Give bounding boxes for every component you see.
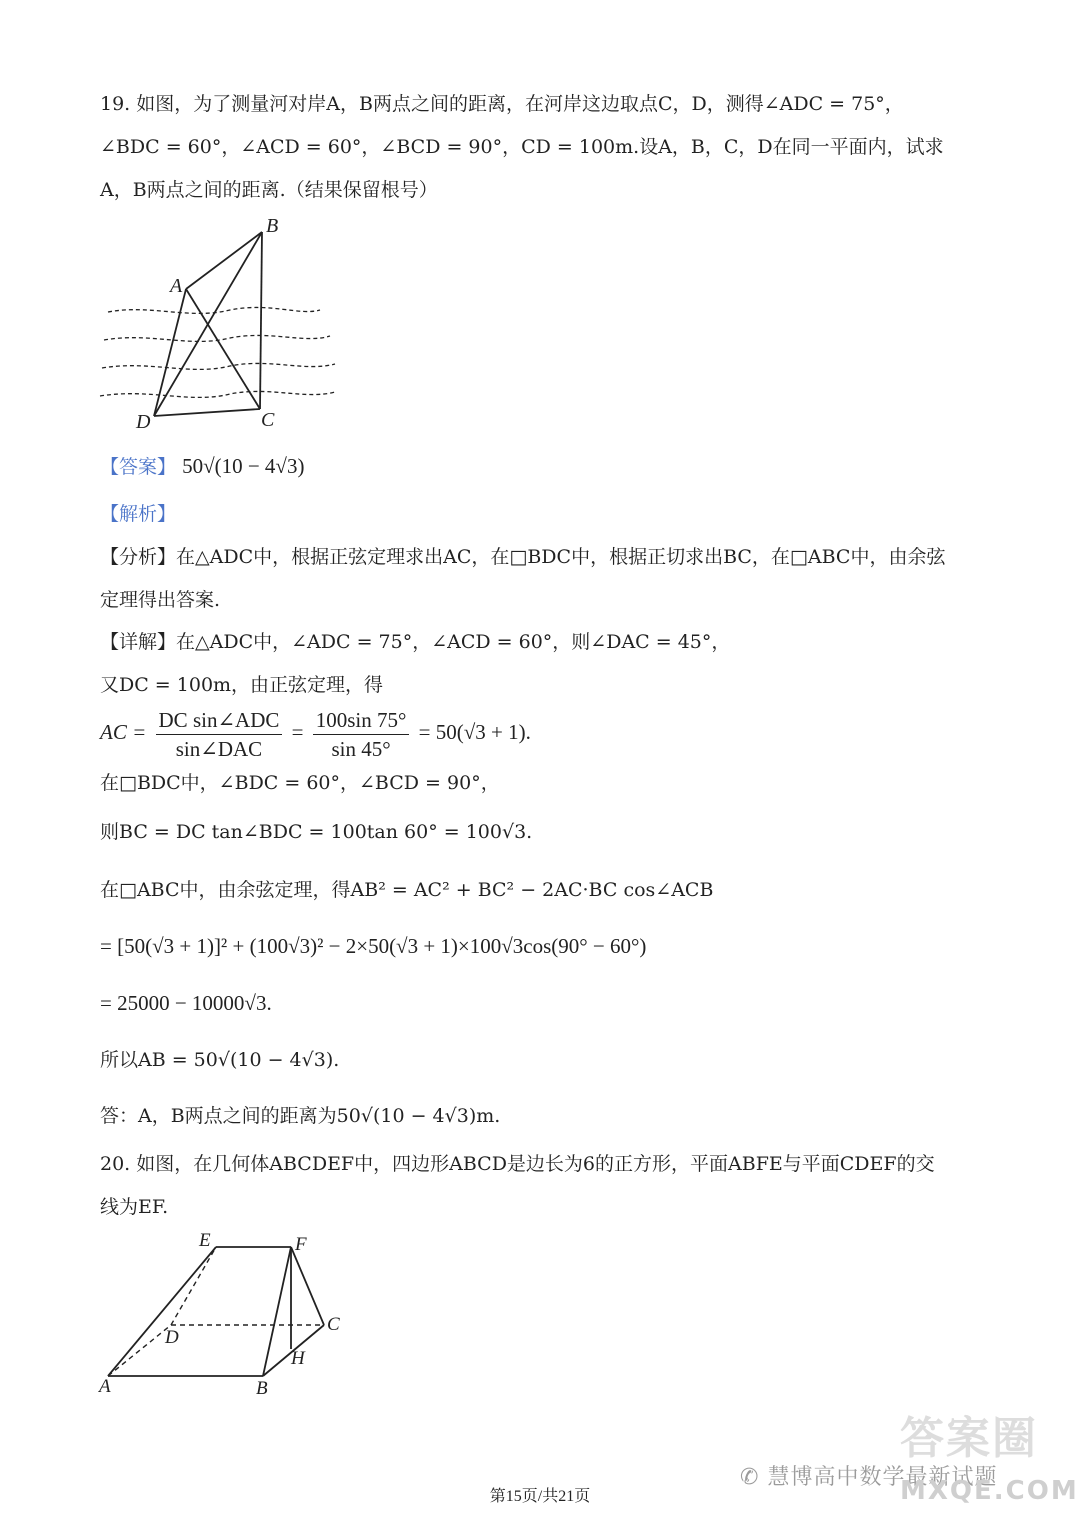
river-wave-line <box>100 391 335 397</box>
edge-FC <box>291 1247 324 1325</box>
edge-DE-hidden <box>171 1247 216 1325</box>
label-C: C <box>327 1314 340 1335</box>
label-A: A <box>170 275 183 297</box>
fraction-2-denominator: sin 45° <box>331 736 391 761</box>
segment-DA <box>154 289 186 416</box>
fenxi-tag: 【分析】 <box>100 546 177 568</box>
detail-line4: 在□BDC中，∠BDC = 60°，∠BCD = 90°， <box>100 772 500 794</box>
detail-line7: = [50(√3 + 1)]² + (100√3)² − 2×50(√3 + 1)×100√3cos(90° − 60°) <box>100 934 647 958</box>
q19-line3: A，B两点之间的距离.（结果保留根号） <box>100 179 438 201</box>
river-wave-line <box>102 363 335 369</box>
detail-line8: = 25000 − 10000√3. <box>100 991 272 1015</box>
q19-text1: 如图，为了测量河对岸A，B两点之间的距离，在河岸这边取点C，D，测得∠ADC = 75°， <box>136 93 904 115</box>
label-H: H <box>291 1348 305 1369</box>
fraction-2-numerator: 100sin 75° <box>313 707 410 735</box>
q19-figure <box>90 212 340 432</box>
q20-figure <box>95 1228 355 1403</box>
detail-line1 <box>100 628 730 656</box>
segment-CD <box>154 409 260 416</box>
q19-line2: ∠BDC = 60°，∠ACD = 60°，∠BCD = 90°，CD = 100m.设A，B，C，D在同一平面内，试求 <box>100 136 944 158</box>
detail-tag: 【详解】 <box>100 631 177 653</box>
fenxi-line1 <box>100 543 945 571</box>
q19-answer-line <box>100 452 304 481</box>
label-B: B <box>256 1378 268 1399</box>
answer-tag: 【答案】 <box>100 456 177 478</box>
segment-AB <box>186 232 262 289</box>
fraction-1-numerator: DC sin∠ADC <box>156 707 283 735</box>
detail-line10: 答：A，B两点之间的距离为50√(10 − 4√3)m. <box>100 1105 501 1127</box>
detail-text1: 在△ADC中，∠ADC = 75°，∠ACD = 60°，则∠DAC = 45°， <box>176 631 731 653</box>
label-B: B <box>266 215 279 237</box>
detail-line6: 在□ABC中，由余弦定理，得AB² = AC² + BC² − 2AC·BC cos∠ACB <box>100 879 714 901</box>
label-D: D <box>165 1327 179 1348</box>
equals-sign: = <box>291 720 304 744</box>
label-A: A <box>99 1376 111 1397</box>
q20-line2: 线为EF. <box>100 1196 169 1218</box>
label-D: D <box>136 411 151 432</box>
page-footer: 第15页/共21页 <box>489 1488 591 1505</box>
edge-AD-hidden <box>108 1325 171 1376</box>
q19-number: 19. <box>100 93 131 115</box>
answer-value: 50√(10 − 4√3) <box>182 454 305 478</box>
segment-BC <box>260 232 262 409</box>
fraction-2 <box>313 707 410 762</box>
detail-line3-formula <box>100 704 531 762</box>
q19-line1 <box>100 90 904 118</box>
watermark-logo: 答案圈 <box>900 1413 1038 1464</box>
detail-line5: 则BC = DC tan∠BDC = 100tan 60° = 100√3. <box>100 821 533 843</box>
edge-AE <box>108 1247 216 1376</box>
fenxi-text1: 在△ADC中，根据正弦定理求出AC，在□BDC中，根据正切求出BC，在□ABC中，由余弦 <box>176 546 946 568</box>
segment-AC <box>186 289 260 409</box>
fraction-1-denominator: sin∠DAC <box>175 736 263 761</box>
fraction-1 <box>156 707 283 762</box>
watermark-site: MXQE.COM <box>900 1476 1079 1506</box>
detail-line9: 所以AB = 50√(10 − 4√3). <box>100 1049 340 1071</box>
analysis-tag: 【解析】 <box>100 503 177 525</box>
formula-lhs: AC = <box>100 720 147 744</box>
detail-line2: 又DC = 100m，由正弦定理，得 <box>100 674 384 696</box>
q20-line1: 20. 如图，在几何体ABCDEF中，四边形ABCD是边长为6的正方形，平面ABFE与平面CDEF的交 <box>100 1153 935 1175</box>
label-F: F <box>295 1234 307 1255</box>
label-E: E <box>199 1230 211 1251</box>
segment-DB <box>154 232 262 416</box>
label-C: C <box>261 409 275 431</box>
fenxi-line2: 定理得出答案. <box>100 589 221 611</box>
formula-tail: = 50(√3 + 1). <box>418 720 531 744</box>
watermark-account-text: 慧博高中数学最新试题 <box>767 1465 998 1490</box>
wechat-icon: ✆ <box>740 1465 760 1490</box>
